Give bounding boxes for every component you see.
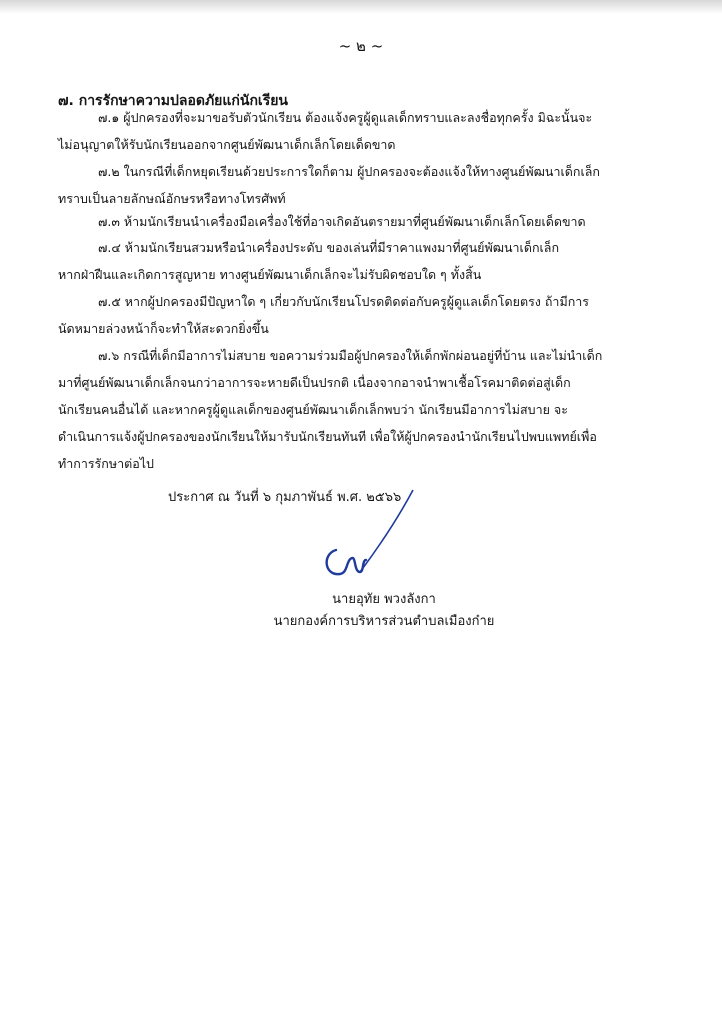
paragraph-7-1: ๗.๑ ผู้ปกครองที่จะมาขอรับตัวนักเรียน ต้องแจ้งครูผู้ดูแลเด็กทราบและลงชื่อทุกครั้ง มิฉะนั้นจะ ไม่อนุญาตให้รับนักเรียนออกจากศูนย์พัฒนาเด็กเล็กโดยเด็ดขาด: [58, 110, 593, 152]
paragraph-7-5: ๗.๕ หากผู้ปกครองมีปัญหาใด ๆ เกี่ยวกับนักเรียนโปรดติดต่อกับครูผู้ดูแลเด็กโดยตรง ถ้ามีการ นัดหมายล่วงหน้าก็จะทำให้สะดวกยิ่งขึ้น: [58, 294, 589, 336]
announcement-date: ประกาศ ณ วันที่ ๖ กุมภาพันธ์ พ.ศ. ๒๕๖๖: [168, 490, 402, 505]
paragraph-7-2: ๗.๒ ในกรณีที่เด็กหยุดเรียนด้วยประการใดก็ตาม ผู้ปกครองจะต้องแจ้งให้ทางศูนย์พัฒนาเด็กเล็ก ทราบเป็นลายลักษณ์อักษรหรือทางโทรศัพท์: [58, 164, 600, 206]
page-number: ~ ๒ ~: [338, 37, 384, 55]
scan-edge-shadow: [0, 0, 722, 14]
signatory-title: นายกองค์การบริหารส่วนตำบลเมืองก๋าย: [273, 614, 495, 629]
section-heading: ๗. การรักษาความปลอดภัยแก่นักเรียน: [58, 93, 289, 109]
signatory-name: นายอุทัย พวงลังกา: [332, 592, 436, 607]
paragraph-7-3: ๗.๓ ห้ามนักเรียนนำเครื่องมือเครื่องใช้ที่อาจเกิดอันตรายมาที่ศูนย์พัฒนาเด็กเล็กโดยเด็ดขาด: [98, 214, 586, 229]
signature-image: [318, 488, 428, 588]
paragraph-7-4: ๗.๔ ห้ามนักเรียนสวมหรือนำเครื่องประดับ ของเล่นที่มีราคาแพงมาที่ศูนย์พัฒนาเด็กเล็ก หากฝ่าฝืนและเกิดการสูญหาย ทางศูนย์พัฒนาเด็กเล็กจะไม่รับผิดชอบใด ๆ ทั้งสิ้น: [58, 240, 560, 282]
paragraph-7-6: ๗.๖ กรณีที่เด็กมีอาการไม่สบาย ขอความร่วมมือผู้ปกครองให้เด็กพักผ่อนอยู่ที่บ้าน และไม่นำเด็ก มาที่ศูนย์พัฒนาเด็กเล็กจนกว่าอาการจะหายดีเป็นปรกติ เนื่องจากอาจนำพาเชื้อโรคมาติดต่อสู่เด็ก นักเรียนคนอื่นได้ และหากครูผู้ดูแลเด็กของศูนย์พัฒนาเด็กเล็กพบว่า นักเรียนมีอาการไม่สบาย จะ ดำเนินการแจ้งผู้ปกครองของนักเรียนให้มารับนักเรียนทันที เพื่อให้ผู้ปกครองนำนักเรียนไปพบแพทย์เพื่อ ทำการรักษาต่อไป: [58, 348, 603, 471]
